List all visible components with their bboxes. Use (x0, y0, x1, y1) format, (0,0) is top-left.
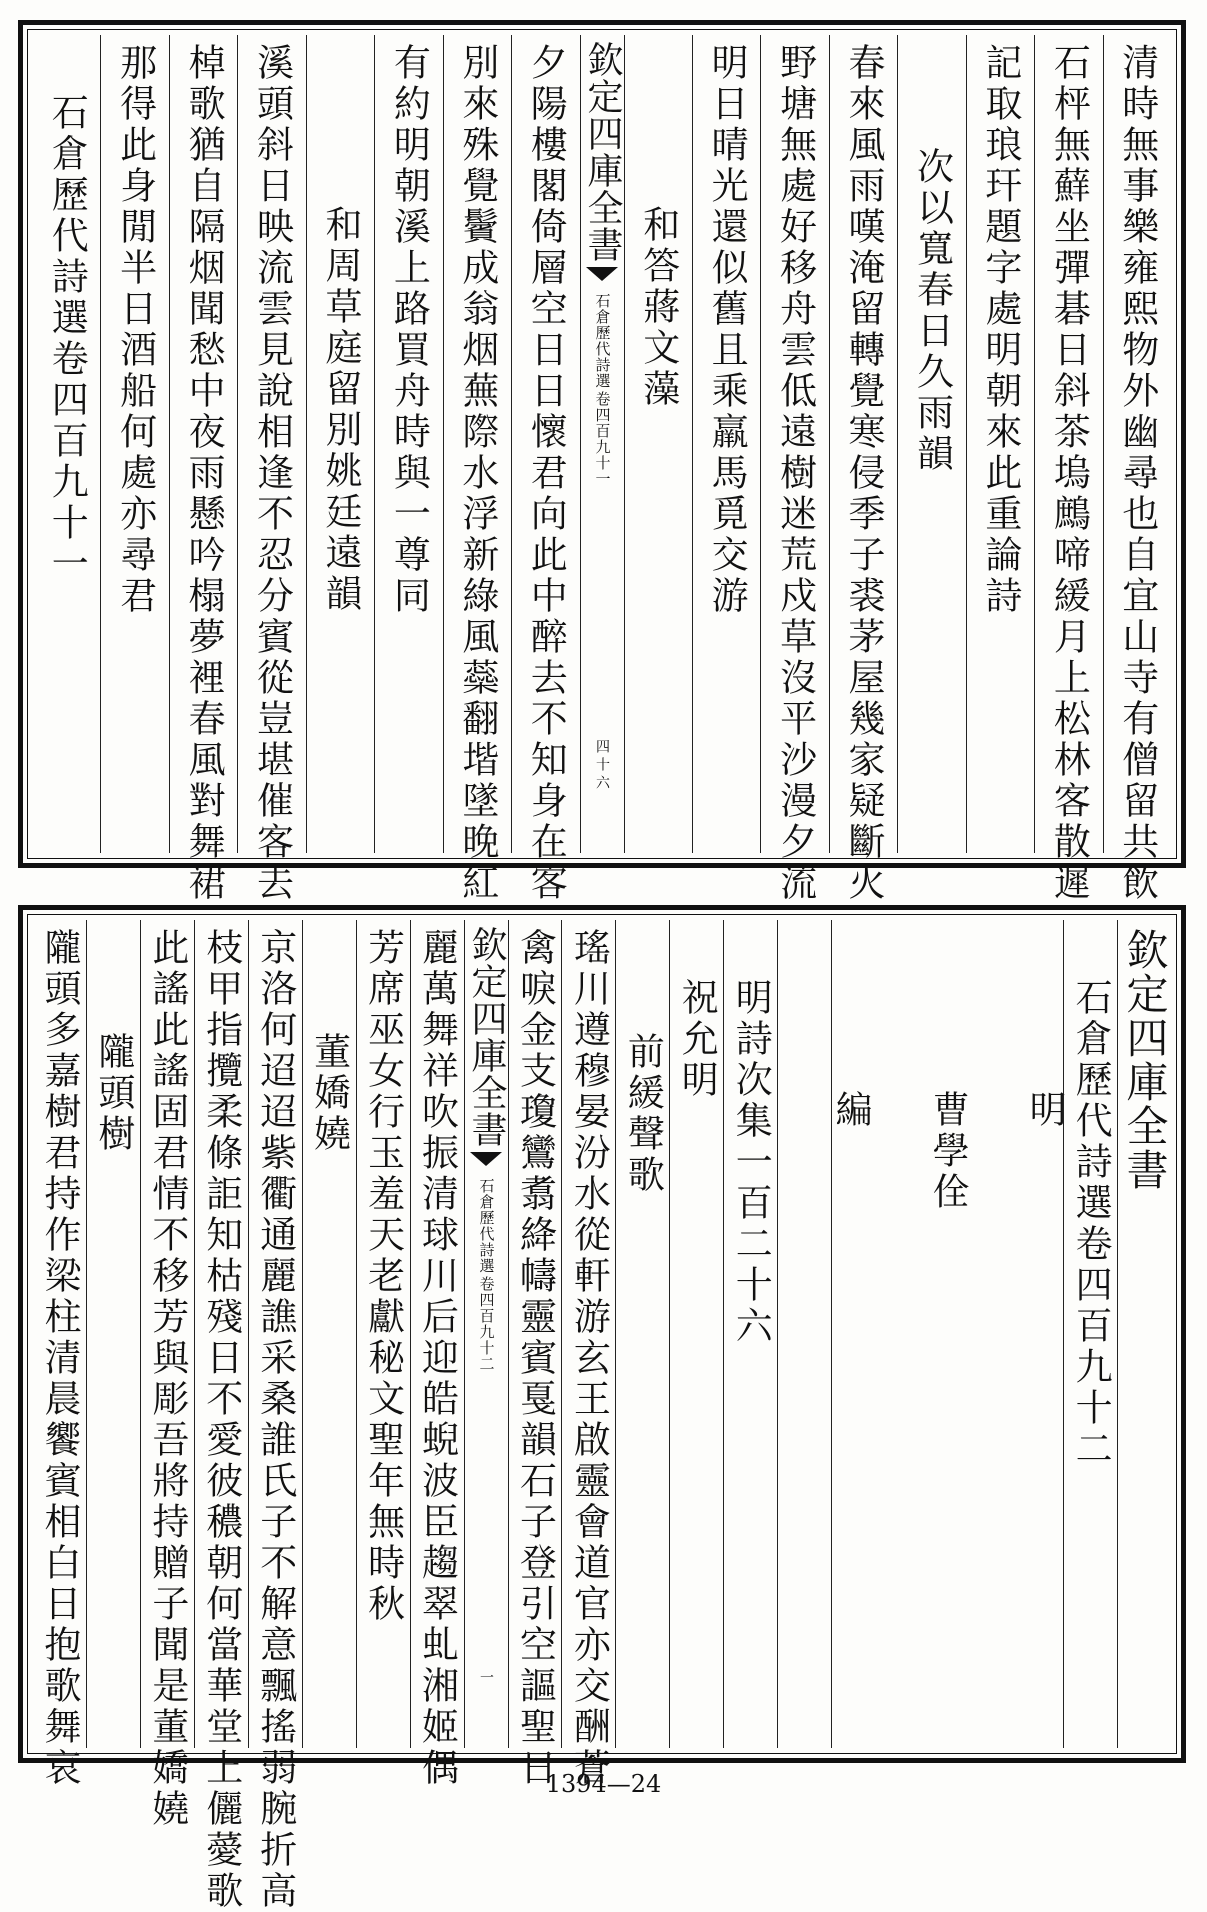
poem-title: 前緩聲歌 (615, 920, 669, 1748)
top-page (18, 20, 1186, 904)
gutter-title: 欽定四庫全書 (466, 926, 507, 1148)
gutter-book-title: 石倉歷代詩選 (477, 1178, 496, 1274)
author-dynasty: 明 (1023, 1090, 1067, 1131)
text-column: 麗萬舞祥吹振清球川后迎皓蜺波臣趨翠虬湘姬偶 (410, 920, 464, 1748)
poem-title: 次以寬春日久雨韻 (897, 35, 965, 853)
gutter-title: 欽定四庫全書 (582, 41, 623, 263)
text-column: 別來殊覺鬢成翁烟蕪際水浮新綠風蘂翻堦墜晚紅 (443, 35, 511, 853)
author-role: 編 (829, 1090, 873, 1131)
text-column: 清時無事樂雍熙物外幽尋也自宜山寺有僧留共飲 (1103, 35, 1171, 853)
author-line (829, 920, 1067, 1748)
poet-name: 祝允明 (669, 920, 723, 1748)
volume-end-title: 石倉歷代詩選卷四百九十一 (45, 93, 89, 585)
gutter-volume: 卷四百九十一 (593, 391, 612, 487)
text-column: 此謠此謠固君情不移芳與彫吾將持贈子聞是董嬌嬈 (140, 920, 194, 1748)
text-column: 京洛何迢迢紫衢通麗譙采桑誰氏子不解意飄搖弱腕折高 (248, 920, 302, 1748)
text-column: 石枰無蘚坐彈碁日斜茶塢鷓啼緩月上松林客散遲 (1034, 35, 1102, 853)
text-column: 禽唳金支瓊鸞翥絳幬靈賓戛韻石子登引空謳聖日 (508, 920, 562, 1748)
text-column: 瑤川遵穆晏汾水從軒游玄王啟靈會道官亦交酬蒼 (561, 920, 615, 1748)
fish-tail-mark-icon (586, 267, 618, 289)
text-column: 那得此身閒半日酒船何處亦尋君 (100, 35, 168, 853)
empty-column (777, 920, 831, 1748)
poem-title: 董嬌嬈 (302, 920, 356, 1748)
text-column: 春來風雨嘆淹留轉覺寒侵季子裘茅屋幾家疑斷火 (829, 35, 897, 853)
gutter-volume: 卷四百九十二 (477, 1276, 496, 1372)
text-column: 夕陽樓閣倚層空日日懷君向此中醉去不知身在客 (511, 35, 579, 853)
text-column: 明日晴光還似舊且乘羸馬覓交游 (692, 35, 760, 853)
poem-title: 和答蔣文藻 (624, 35, 692, 853)
center-gutter (464, 920, 508, 1748)
author-name: 曹學佺 (926, 1090, 970, 1213)
text-column: 有約明朝溪上路買舟時與一尊同 (374, 35, 442, 853)
collection-section-title: 明詩次集一百二十六 (723, 920, 777, 1748)
text-column: 溪頭斜日映流雲見說相逢不忍分賓從豈堪催客去 (237, 35, 305, 853)
gutter-page-number: 四十六 (594, 739, 610, 793)
text-column: 記取琅玕題字處明朝來此重論詩 (966, 35, 1034, 853)
gutter-subtitle (479, 1178, 494, 1372)
poem-title: 隴頭樹 (86, 920, 140, 1748)
center-gutter (580, 35, 624, 853)
volume-title: 石倉歷代詩選卷四百九十二 (1063, 920, 1117, 1748)
top-columns (33, 35, 1171, 904)
text-column: 野塘無處好移舟雲低遠樹迷荒戍草沒平沙漫夕流 (760, 35, 828, 853)
text-column: 隴頭多嘉樹君持作梁柱清晨饗賓相白日抱歌舞哀 (37, 928, 81, 1789)
gutter-subtitle (595, 293, 610, 487)
page-number: 1394—24 (545, 1770, 662, 1798)
fish-tail-mark-icon (470, 1152, 502, 1174)
text-column: 棹歌猶自隔烟聞愁中夜雨懸吟榻夢裡春風對舞裙 (169, 35, 237, 853)
text-column: 枝甲指攬柔條詎知枯殘日不愛彼穠朝何當華堂上儷薆歌 (194, 920, 248, 1748)
text-column: 芳席巫女行玉羞天老獻秘文聖年無時秋 (356, 920, 410, 1748)
gutter-page-number: 一 (478, 1670, 494, 1688)
poem-title: 和周草庭留別姚廷遠韻 (306, 35, 374, 853)
collection-header: 欽定四庫全書 (1117, 920, 1171, 1748)
gutter-book-title: 石倉歷代詩選 (593, 293, 612, 389)
